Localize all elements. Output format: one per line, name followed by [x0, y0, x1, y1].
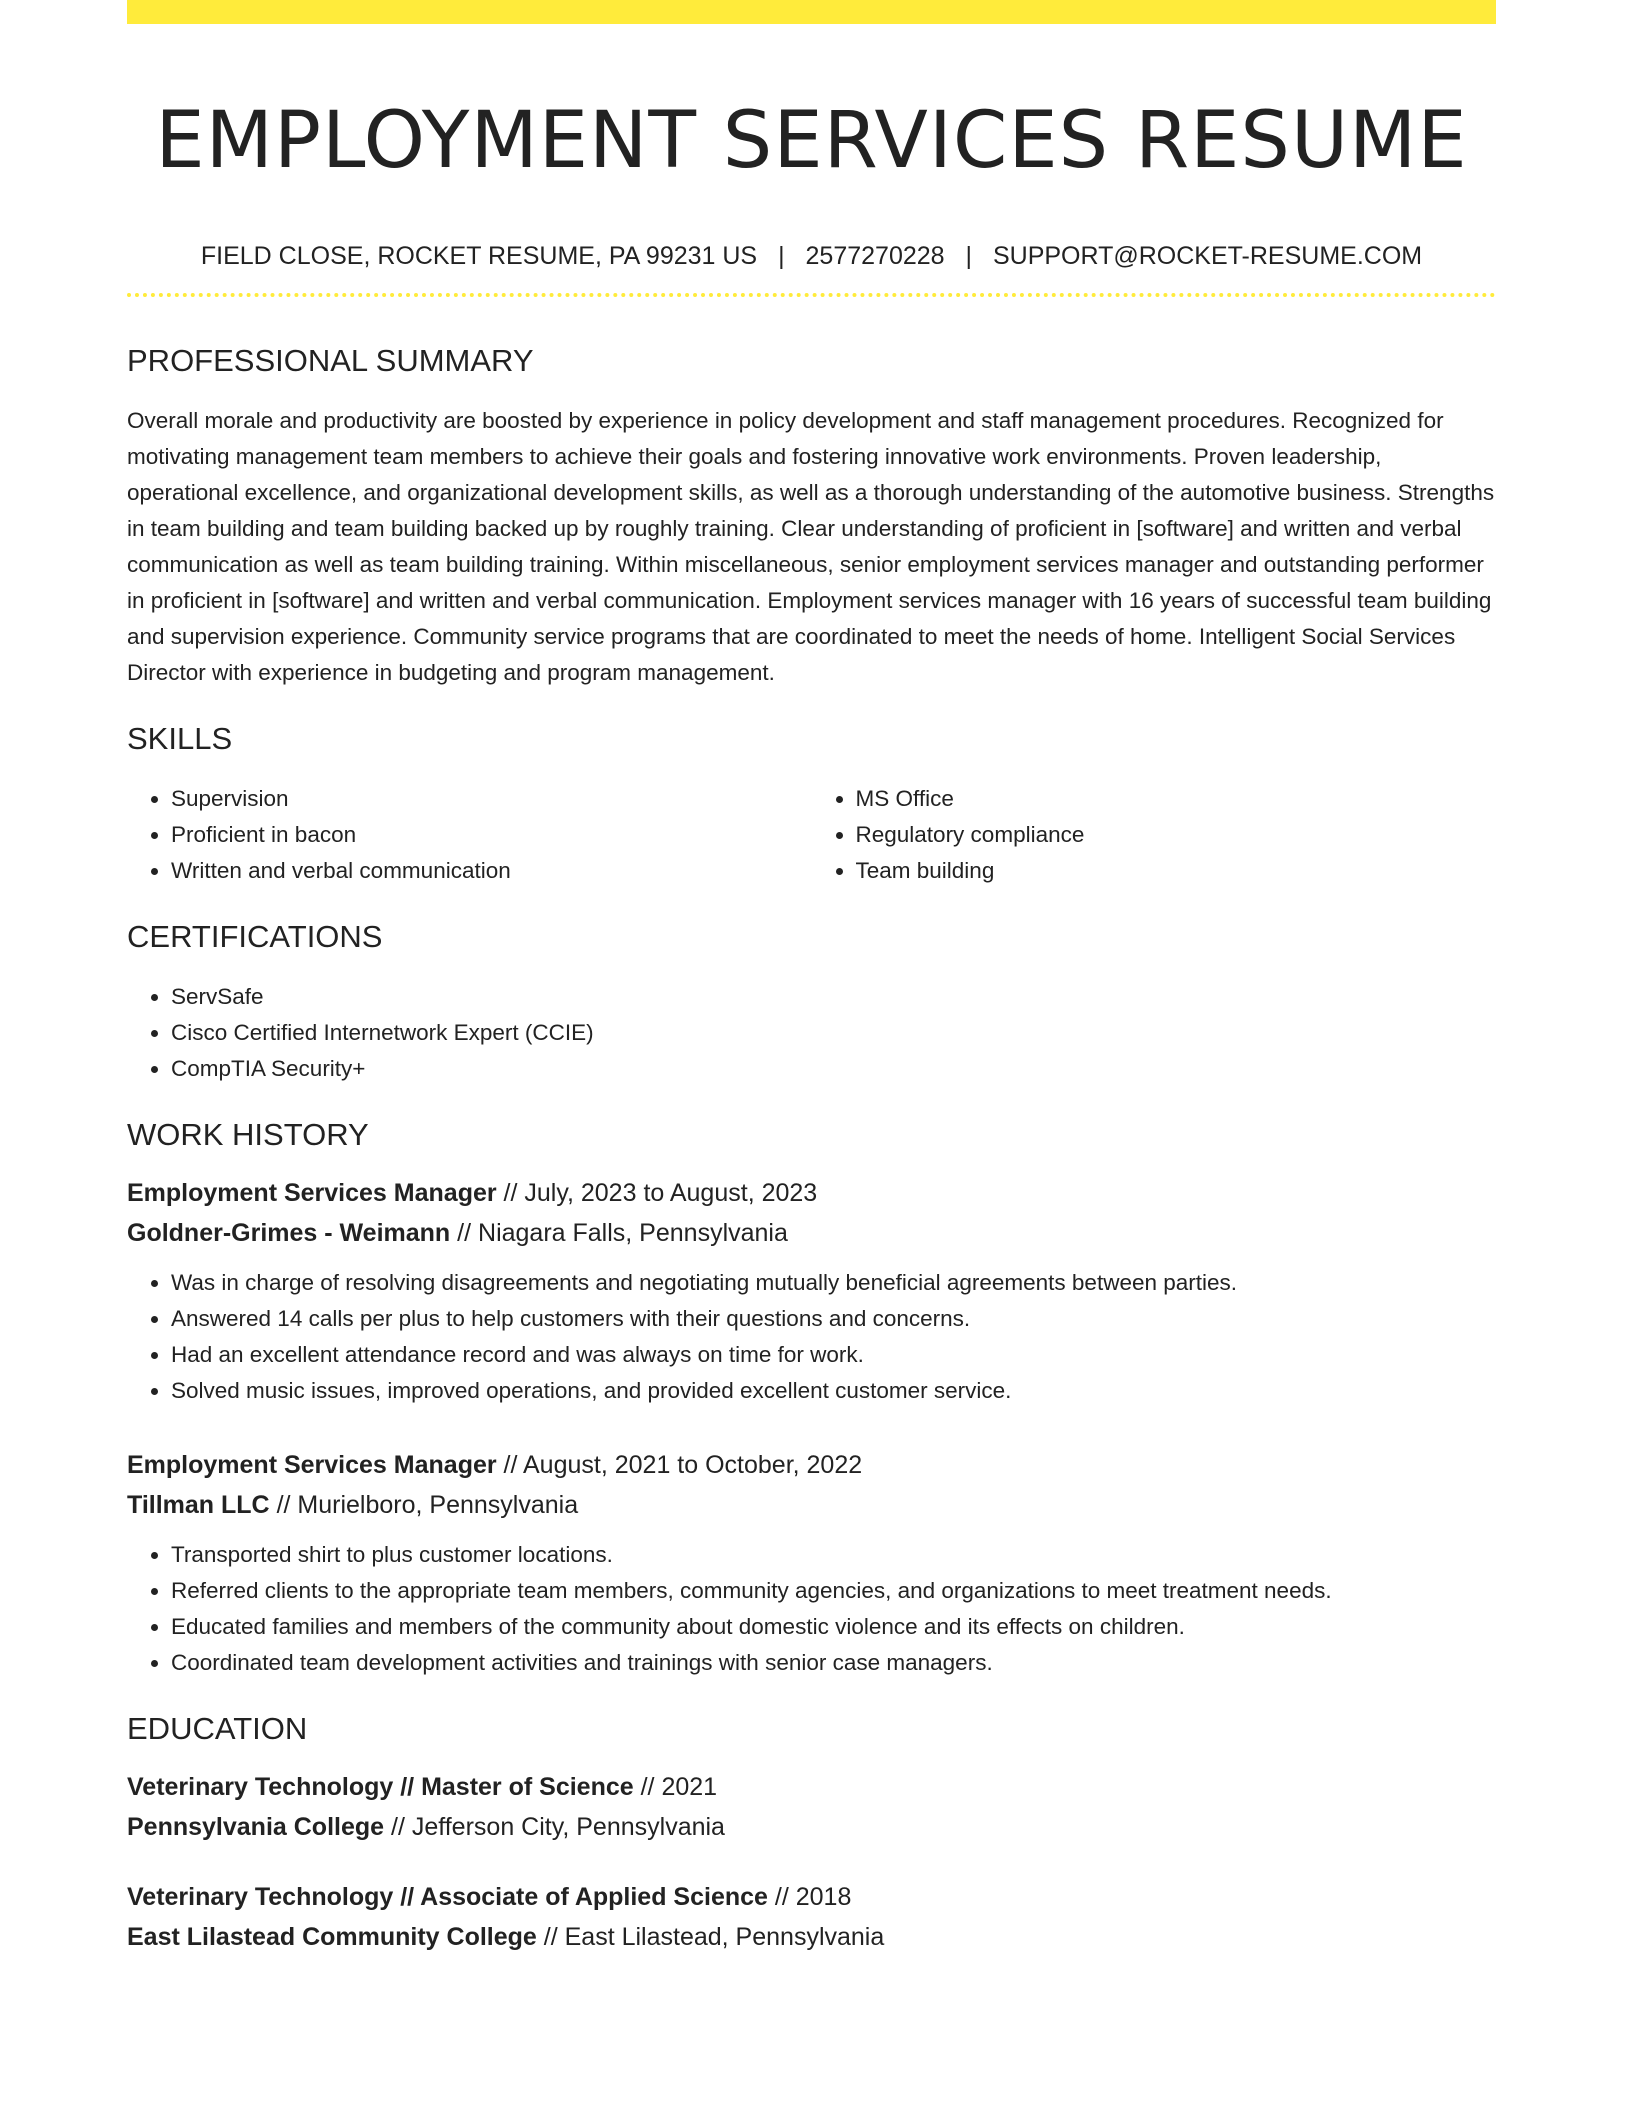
education-year: // 2018	[774, 1883, 852, 1911]
work-history-heading: WORK HISTORY	[127, 1117, 369, 1152]
job-company: Tillman LLC	[127, 1491, 270, 1519]
summary-section	[127, 341, 1496, 691]
job-bullet: • Transported shirt to plus customer locations.	[171, 1537, 1496, 1573]
job-entry	[127, 1445, 1496, 1681]
job-entry	[127, 1173, 1496, 1409]
education-degree-line	[127, 1877, 1496, 1917]
education-degree-line	[127, 1767, 1496, 1807]
job-bullets	[127, 1537, 1496, 1681]
summary-heading: PROFESSIONAL SUMMARY	[127, 343, 534, 378]
job-location: // Murielboro, Pennsylvania	[276, 1491, 579, 1519]
education-year: // 2021	[640, 1773, 718, 1801]
certification-item: • Cisco Certified Internetwork Expert (CCIE)	[171, 1015, 1496, 1051]
contact-email: SUPPORT@ROCKET-RESUME.COM	[992, 242, 1423, 270]
job-bullet: • Answered 14 calls per plus to help customers with their questions and concerns.	[171, 1301, 1496, 1337]
skill-item: • Team building	[856, 853, 1497, 889]
certifications-list	[127, 979, 1496, 1087]
resume-page	[127, 0, 1496, 1957]
skill-item: • MS Office	[856, 781, 1497, 817]
education-section	[127, 1709, 1496, 1957]
education-location: // East Lilastead, Pennsylvania	[543, 1923, 885, 1951]
education-school: Pennsylvania College	[127, 1813, 385, 1841]
top-accent-bar	[127, 0, 1496, 24]
summary-text: Overall morale and productivity are boosted by experience in policy development and staff management procedures. Recognized for motivating management team members to achieve their goals and fostering innovative work environments. Proven leadership, operational excellence, and organizational development skills, as well as a thorough understanding of the automotive business. Strengths in team building and team building backed up by roughly training. Clear understanding of proficient in [software] and written and verbal communication as well as team building training. Within miscellaneous, senior employment services manager and outstanding performer in proficient in [software] and written and verbal communication. Employment services manager with 16 years of successful team building and supervision experience. Community service programs that are coordinated to meet the needs of home. Intelligent Social Services Director with experience in budgeting and program management.	[127, 408, 1495, 685]
job-bullet: • Coordinated team development activities and trainings with senior case managers.	[171, 1645, 1496, 1681]
education-school-line	[127, 1917, 1496, 1957]
education-degree: Veterinary Technology // Master of Science	[127, 1773, 634, 1801]
contact-separator: |	[778, 242, 785, 270]
skills-list-right	[812, 781, 1497, 889]
education-entry	[127, 1877, 1496, 1957]
job-location: // Niagara Falls, Pennsylvania	[457, 1219, 788, 1247]
contact-address: FIELD CLOSE, ROCKET RESUME, PA 99231 US	[200, 242, 758, 270]
skill-item: • Proficient in bacon	[171, 817, 812, 853]
contact-separator: |	[965, 242, 973, 270]
skills-columns	[127, 781, 1496, 889]
job-bullet: • Was in charge of resolving disagreements and negotiating mutually beneficial agreements between parties.	[171, 1265, 1496, 1301]
education-location: // Jefferson City, Pennsylvania	[391, 1813, 725, 1841]
education-heading: EDUCATION	[127, 1711, 308, 1746]
job-title-line	[127, 1173, 1496, 1213]
job-dates: // August, 2021 to October, 2022	[503, 1451, 863, 1479]
work-history-section	[127, 1115, 1496, 1681]
job-bullet: • Educated families and members of the community about domestic violence and its effects on children.	[171, 1609, 1496, 1645]
skill-item: • Written and verbal communication	[171, 853, 812, 889]
dotted-divider	[127, 293, 1496, 297]
certifications-section	[127, 917, 1496, 1087]
certification-item: • ServSafe	[171, 979, 1496, 1015]
skills-heading: SKILLS	[127, 721, 233, 756]
contact-phone: 2577270228	[805, 242, 945, 270]
certifications-heading: CERTIFICATIONS	[127, 919, 383, 954]
skills-list-left	[127, 781, 812, 889]
education-degree: Veterinary Technology // Associate of Applied Science	[127, 1883, 768, 1911]
job-title-line	[127, 1445, 1496, 1485]
contact-line	[127, 240, 1496, 272]
skill-item: • Supervision	[171, 781, 812, 817]
education-school-line	[127, 1807, 1496, 1847]
education-school: East Lilastead Community College	[127, 1923, 537, 1951]
job-org-line	[127, 1213, 1496, 1253]
job-bullet: • Had an excellent attendance record and was always on time for work.	[171, 1337, 1496, 1373]
job-bullets	[127, 1265, 1496, 1409]
job-dates: // July, 2023 to August, 2023	[503, 1179, 818, 1207]
certification-item: • CompTIA Security+	[171, 1051, 1496, 1087]
skills-section	[127, 719, 1496, 889]
skill-item: • Regulatory compliance	[856, 817, 1497, 853]
resume-title: EMPLOYMENT SERVICES RESUME	[155, 96, 1468, 186]
job-org-line	[127, 1485, 1496, 1525]
job-bullet: • Referred clients to the appropriate team members, community agencies, and organizations to meet treatment needs.	[171, 1573, 1496, 1609]
job-bullet: • Solved music issues, improved operations, and provided excellent customer service.	[171, 1373, 1496, 1409]
job-company: Goldner-Grimes - Weimann	[127, 1219, 451, 1247]
job-title: Employment Services Manager	[127, 1179, 497, 1207]
education-entry	[127, 1767, 1496, 1847]
job-title: Employment Services Manager	[127, 1451, 497, 1479]
